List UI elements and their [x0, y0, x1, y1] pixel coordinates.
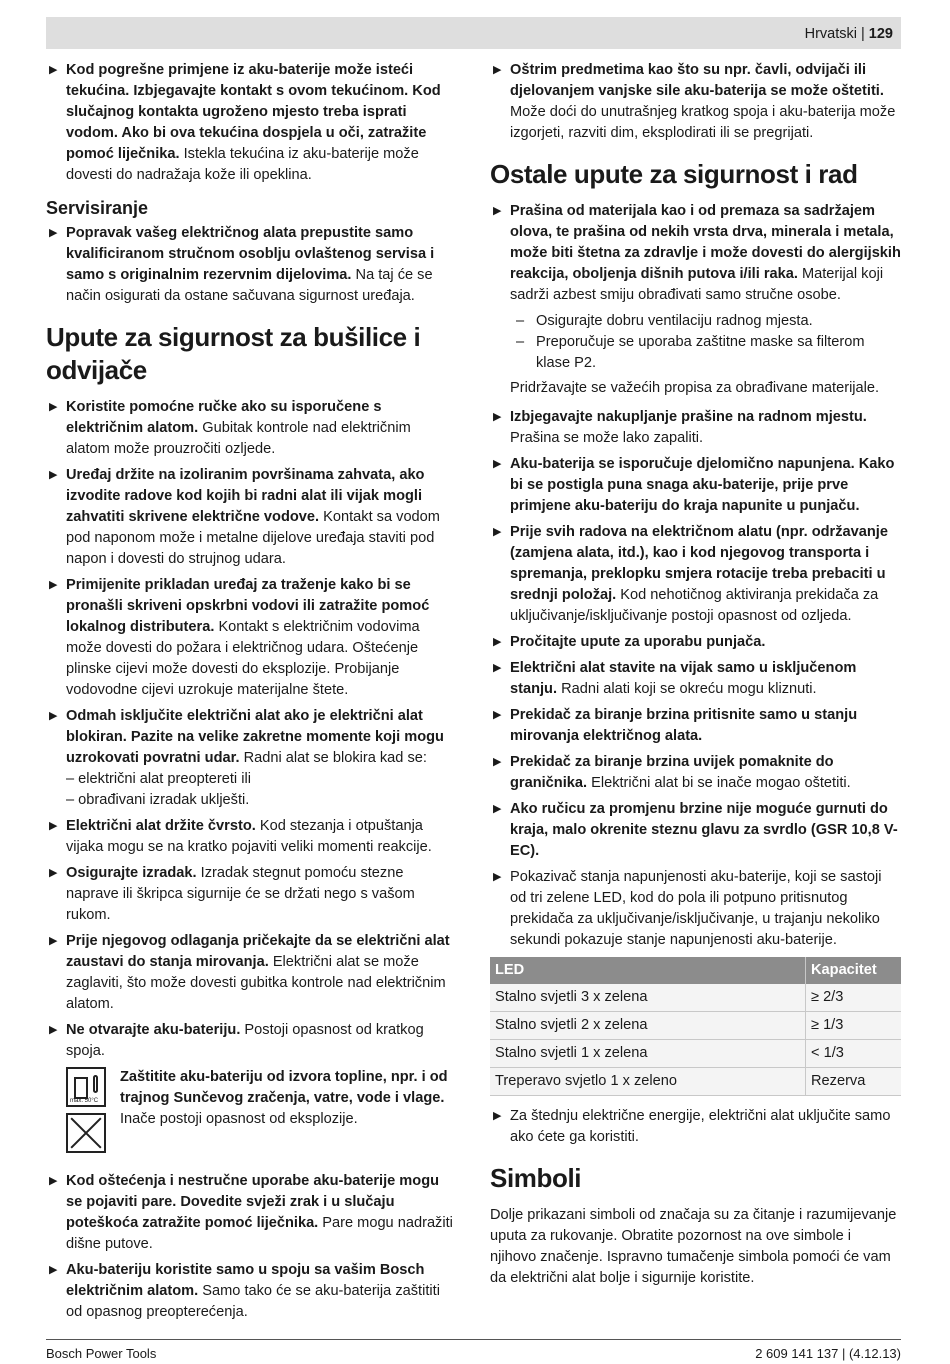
list-item: ▶ Kod oštećenja i nestručne uporabe aku-baterije mogu se pojaviti pare. Dovedite svježi zrak i u slučaju poteškoća zatražite pomoć liječnika. Pare mogu nadražiti dišne putove. — [49, 1173, 453, 1252]
list-item: ▶ Ako ručicu za promjenu brzine nije moguće gurnuti do kraja, malo okrenite steznu glavu za svrdlo (GSR 10,8 V-EC). — [493, 801, 898, 859]
list-item: ▶ Prije njegovog odlaganja pričekajte da se električni alat zaustavi do stanja mirovanja. Električni alat se može zaglaviti, što može dovesti gubitka kontrole nad električnim alatom. — [49, 933, 450, 1012]
table-row: Stalno svjetli 2 x zelena ≥ 1/3 — [490, 1012, 901, 1040]
page-number: 129 — [868, 26, 893, 42]
list-item: ▶ Električni alat držite čvrsto. Kod stezanja i otpuštanja vijaka mogu se na kratko pojaviti veliki momenti reakcije. — [49, 818, 432, 855]
list-item: ▶ Prašina od materijala kao i od premaza sa sadržajem olova, te prašina od nekih vrsta drva, minerala i metala, može biti štetna za zdravlje i može dovesti do alergijskih reakcija, oboljenja dišnih putova i/ili raka. Materijal koji sadrži azbest smiju obrađivati samo stručne osobe. — [493, 203, 901, 303]
symbols-heading: Simboli — [490, 1163, 582, 1193]
sub-line: – obrađivani izradak uklješti. — [66, 792, 250, 808]
footer-docnumber: 2 609 141 137 | (4.12.13) — [755, 1346, 901, 1361]
symbols-text: Dolje prikazani simboli od značaja su za čitanje i razumijevanje uputa za rukovanje. Obratite pozornost na ove simbole i njihovo značenje. Ispravno tumačenje simbola pomoći će vam da električni alat bolje i sigurnije koristite. — [490, 1207, 897, 1286]
table-row: Stalno svjetli 1 x zelena < 1/3 — [490, 1040, 901, 1068]
list-item: ▶ Koristite pomoćne ručke ako su isporučene s električnim alatom. Gubitak kontrole nad električnim alatom može prouzročiti ozljede. — [49, 399, 411, 457]
list-item: ▶ Odmah isključite električni alat ako je električni alat blokiran. Pazite na velike zakretne momente koji mogu uzrokovati povratni udar. Radni alat se blokira kad se: – električni alat preoptereti ili – obrađivani izradak uklješti. — [46, 706, 458, 811]
list-item: ▶ Pokazivač stanja napunjenosti aku-baterije, koji se sastoji od tri zelene LED, kod do pola ili potpuno pritisnutog prekidača za uključivanje/isključivanje, u trajanju nekoliko sekundi pokazuje stanje napunjenosti aku-baterije. — [493, 869, 882, 948]
list-item: ▶ Osigurajte izradak. Izradak stegnut pomoću stezne naprave ili škripca sigurnije će se držati nego s vašom rukom. — [49, 865, 415, 923]
list-item: ▶ Kod pogrešne primjene iz aku-baterije može isteći tekućina. Izbjegavajte kontakt s ovom tekućinom. Kod slučajnog kontakta ugroženo mjesto treba isprati vodom. Ako bi ova tekućina dospjela u oči, zatražite pomoć liječnika. Istekla tekućina iz aku-baterije može dovesti do nadražaja kože ili opeklina. — [49, 62, 441, 183]
dust-note: Pridržavajte se važećih propisa za obrađivane materijale. — [510, 380, 880, 396]
page-footer — [46, 1339, 901, 1361]
list-item: ▶ Popravak vašeg električnog alata prepustite samo kvalificiranom stručnom osoblju ovlaštenog servisa i samo s originalnim rezervnim dijelovima. Na taj će se način osigurati da ostane sačuvana sigurnost uređaja. — [49, 225, 435, 304]
list-item: ▶ Ne otvarajte aku-bateriju. Postoji opasnost od kratkog spoja. — [49, 1022, 424, 1059]
other-safety-heading: Ostale upute za sigurnost i rad — [490, 159, 858, 189]
footer-brand: Bosch Power Tools — [46, 1346, 157, 1361]
page-header — [46, 17, 901, 49]
list-item: ▶ Primijenite prikladan uređaj za traženje kako bi se pronašli skriveni opskrbni vodovi ili zatražite pomoć lokalnog distributera. Kontakt s električnim vodovima može dovesti do požara i električnog udara. Oštećenje plinske cijevi može dovesti do eksplozije. Probijanje vodovodne cijevi uzrokuje materijalne štete. — [49, 577, 430, 698]
sub-line: – električni alat preoptereti ili — [66, 771, 251, 787]
list-item: ▶ Prekidač za biranje brzina pritisnite samo u stanju mirovanja električnog alata. — [493, 707, 858, 744]
list-item: ▶ Izbjegavajte nakupljanje prašine na radnom mjestu. Prašina se može lako zapaliti. — [493, 409, 867, 446]
right-column — [490, 60, 901, 1289]
list-item: ▶ Prekidač za biranje brzina uvijek pomaknite do graničnika. Električni alat bi se inače mogao oštetiti. — [493, 754, 851, 791]
list-item: ▶ Oštrim predmetima kao što su npr. čavli, odvijači ili djelovanjem vanjske sile aku-baterija se može oštetiti. Može doći do unutrašnjeg kratkog spoja i aku-baterija može izgorjeti, razviti dim, eksplodirati ili se pregrijati. — [493, 62, 896, 141]
no-disposal-icon — [66, 1113, 106, 1153]
servicing-heading: Servisiranje — [46, 198, 149, 218]
drill-safety-heading: Upute za sigurnost za bušilice i odvijače — [46, 322, 421, 385]
dash-item: – Preporučuje se uporaba zaštitne maske sa filterom klase P2. — [516, 334, 865, 371]
list-item: ▶ Električni alat stavite na vijak samo u isključenom stanju. Radni alati koji se okreću mogu kliznuti. — [493, 660, 857, 697]
table-row: Stalno svjetli 3 x zelena ≥ 2/3 — [490, 984, 901, 1012]
charge-indicator-table: LED Kapacitet Stalno svjetli 3 x zelena ≥ 2/3 Stalno svjetli 2 x zelena ≥ 1/3 Stalno svjetli 1 x zelena < 1/3 Treperavo svjetlo 1 x zeleno Rezerva — [490, 957, 901, 1096]
table-row: Treperavo svjetlo 1 x zeleno Rezerva — [490, 1068, 901, 1096]
dash-item: – Osigurajte dobru ventilaciju radnog mjesta. — [516, 313, 813, 329]
header-language: Hrvatski | 129 — [804, 26, 893, 42]
list-item: ▶ Uređaj držite na izoliranim površinama zahvata, ako izvodite radove kod kojih bi radni alat ili vijak mogli zahvatiti skrivene električne vodove. Kontakt sa vodom pod naponom može i metalne dijelove uređaja staviti pod napon i dovesti do strujnog udara. — [49, 467, 440, 567]
heat-warning: max. 50°C Zaštitite aku-bateriju od izvora topline, npr. i od trajnog Sunčevog zračenja, vatre, vode i vlage. Inače postoji opasnost od eksplozije. — [66, 1067, 458, 1159]
left-column — [46, 60, 458, 1328]
list-item: ▶ Aku-baterija se isporučuje djelomično napunjena. Kako bi se postigla puna snaga aku-baterije, prije prve primjene aku-bateriju do kraja napunite u punjaču. — [493, 456, 895, 514]
list-item: ▶ Za štednju električne energije, električni alat uključite samo ako ćete ga koristiti. — [493, 1108, 891, 1145]
list-item: ▶ Prije svih radova na električnom alatu (npr. održavanje (zamjena alata, itd.), kao i kod njegovog transporta i spremanja, preklopku smjera rotacije treba prebaciti u srednji položaj. Kod nehotičnog aktiviranja prekidača za uključivanje/isključivanje postoji opasnost od ozljeda. — [493, 524, 888, 624]
battery-temperature-icon: max. 50°C — [66, 1067, 106, 1107]
list-item: ▶ Aku-bateriju koristite samo u spoju sa vašim Bosch električnim alatom. Samo tako će se aku-baterija zaštititi od opasnog preopterećenja. — [49, 1262, 440, 1320]
list-item: ▶ Pročitajte upute za uporabu punjača. — [493, 634, 766, 650]
